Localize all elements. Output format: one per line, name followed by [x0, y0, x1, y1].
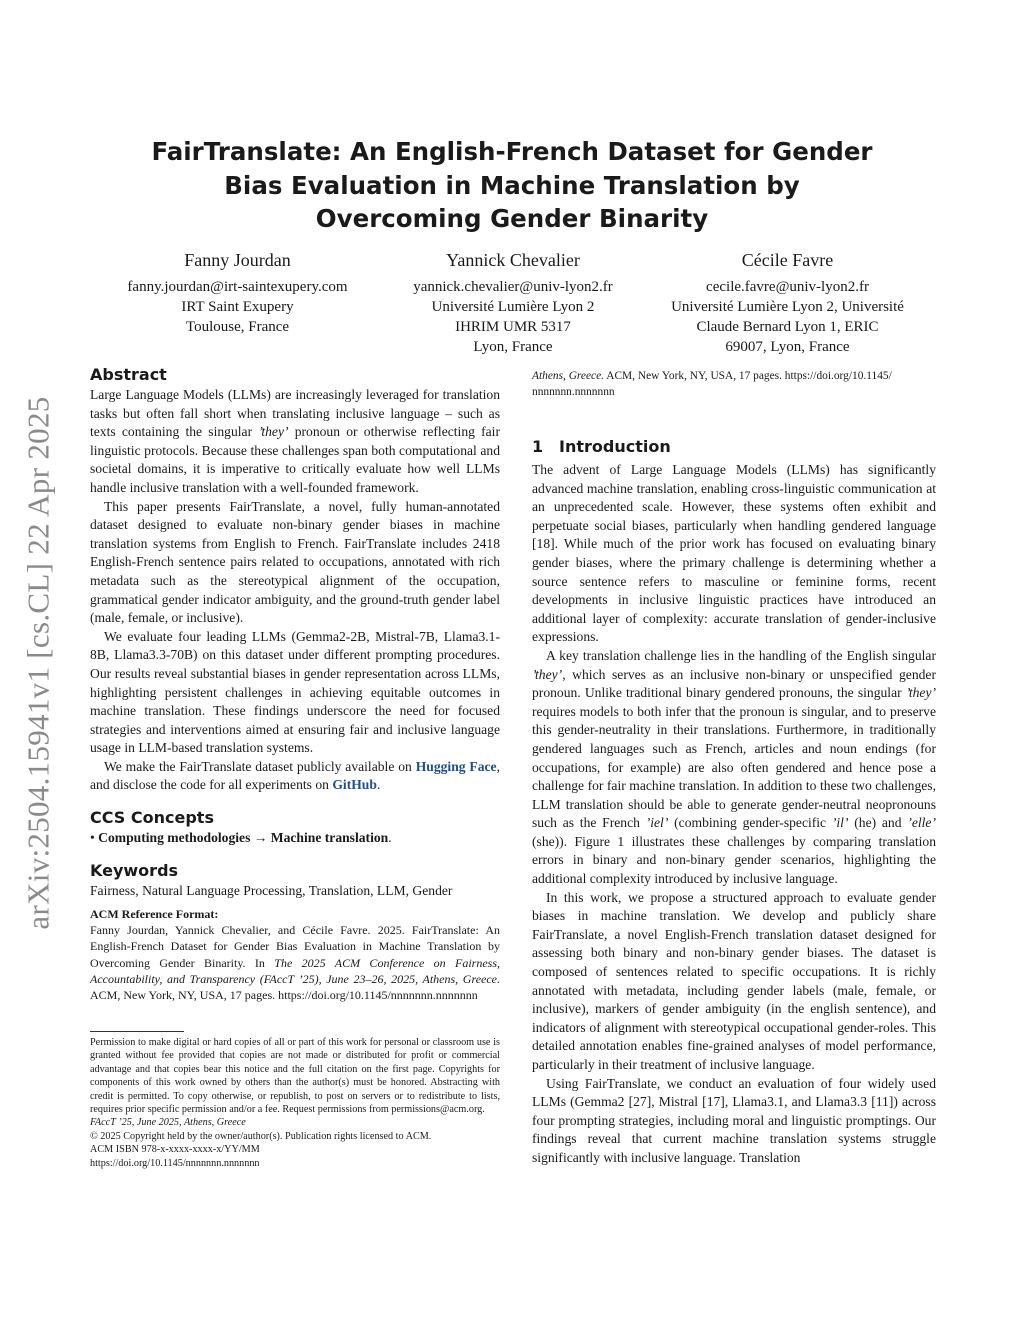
author-affiliation: Université Lumière Lyon 2: [431, 299, 595, 315]
ccs-heading: CCS Concepts: [90, 808, 214, 828]
acm-reference-label: ACM Reference Format:: [90, 907, 219, 922]
arxiv-id: arXiv:2504.15941v1 [cs.CL] 22 Apr 2025: [20, 396, 56, 930]
author-block-2: [382, 249, 644, 357]
acm-reference: Fanny Jourdan, Yannick Chevalier, and Cécile Favre. 2025. FairTranslate: An English-French Dataset for Gender Bias Evaluation in Machine Translation by Overcoming Gender Binarity. In The 2025 ACM Conference on Fairness, Accountability, and Transparency (FAccT ’25), June 23–26, 2025, Athens, Greece. ACM, New York, NY, USA, 17 pages. https://doi.org/10.1145/nnnnnnn.nnnnnnn: [90, 923, 501, 1003]
author-name: Cécile Favre: [741, 250, 834, 270]
author-affiliation: Claude Bernard Lyon 1, ERIC: [696, 319, 879, 335]
keywords-list: Fairness, Natural Language Processing, Translation, LLM, Gender: [90, 882, 453, 898]
ccs-concept: • Computing methodologies → Machine translation.: [90, 830, 392, 846]
author-email[interactable]: yannick.chevalier@univ-lyon2.fr: [413, 279, 613, 295]
permission-doi[interactable]: https://doi.org/10.1145/nnnnnnn.nnnnnnn: [90, 1157, 260, 1169]
author-affiliation: 69007, Lyon, France: [725, 339, 850, 355]
author-block-3: [645, 249, 930, 357]
author-affiliation: Lyon, France: [473, 339, 553, 355]
permission-isbn: ACM ISBN 978-x-xxxx-xxxx-x/YY/MM: [90, 1144, 260, 1156]
permission-text: Permission to make digital or hard copies of all or part of this work for personal or classroom use is granted without fee provided that copies are not made or distributed for profit or commercial advantage and that copies bear this notice and the full citation on the first page. Copyrights for components of this work owned by others than the author(s) must be honored. Abstracting with credit is permitted. To copy otherwise, or republish, to post on servers or to redistribute to lists, requires prior specific permission and/or a fee. Request permissions from permissions@acm.org.: [90, 1037, 500, 1116]
paper-title: FairTranslate: An English-French Dataset for Gender Bias Evaluation in Machine Translation by Overcoming Gender Binarity: [151, 137, 873, 233]
author-name: Fanny Jourdan: [184, 250, 291, 270]
author-affiliation: Toulouse, France: [185, 319, 290, 335]
author-affiliation: IRT Saint Exupery: [181, 299, 294, 315]
abstract-paragraph: We evaluate four leading LLMs (Gemma2-2B, Mistral-7B, Llama3.1-8B, Llama3.3-70B) on this dataset under different prompting procedures. Our results reveal substantial biases in gender representation across LLMs, highlighting persistent challenges in achieving equitable outcomes in machine translation. These findings underscore the need for focused strategies and interventions aimed at ensuring fair and inclusive language usage in LLM-based translation systems.: [90, 628, 500, 756]
left-column: [90, 364, 500, 1003]
author-affiliation: IHRIM UMR 5317: [455, 319, 571, 335]
author-email[interactable]: fanny.jourdan@irt-saintexupery.com: [127, 279, 348, 295]
abstract-paragraph: Large Language Models (LLMs) are increasingly leveraged for translation tasks but often fall short when translating inclusive language – such as texts containing the singular ’they’ pronoun or otherwise reflecting fair linguistic protocols. Because these challenges span both computational and societal domains, it is imperative to critically evaluate how well LLMs handle inclusive translation with a well-founded framework.: [90, 387, 500, 495]
right-column: [532, 368, 936, 1168]
intro-paragraph: In this work, we propose a structured approach to evaluate gender biases in machine translation. We develop and publicly share FairTranslate, a novel English-French translation dataset designed for assessing both binary and non-binary gender biases. The dataset is composed of sentences related to specific occupations. It is richly annotated with metadata, including gender labels (male, female, or inclusive), markers of gender ambiguity (in the english sentence), and indicators of alignment with stereotypical occupational gender-roles. This detailed annotation enables fine-grained analyses of model performance, particularly in their treatment of inclusive language.: [532, 889, 936, 1072]
keywords-heading: Keywords: [90, 860, 179, 880]
author-block-1: [95, 249, 380, 337]
permission-block: [90, 1036, 500, 1170]
intro-paragraph: Using FairTranslate, we conduct an evaluation of four widely used LLMs (Gemma2 [27], Mistral [17], Llama3.1, and Llama3.3 [11]) across four prompting strategies, including moral and linguistic promptings. Our findings reveal that current machine translation systems struggle significantly with inclusive language. Translation: [532, 1075, 936, 1165]
hugging-face-link[interactable]: Hugging Face: [415, 758, 497, 774]
github-link[interactable]: GitHub: [332, 777, 377, 793]
permission-copyright: © 2025 Copyright held by the owner/author(s). Publication rights licensed to ACM.: [90, 1130, 432, 1142]
author-affiliation: Université Lumière Lyon 2, Université: [671, 299, 904, 315]
author-email[interactable]: cecile.favre@univ-lyon2.fr: [706, 279, 869, 295]
abstract-heading: Abstract: [90, 365, 167, 384]
acm-reference-tail: Athens, Greece. ACM, New York, NY, USA, 17 pages. https://doi.org/10.1145/ nnnnnnn.nnnnnnn: [532, 370, 892, 398]
permission-venue: FAccT ’25, June 2025, Athens, Greece: [90, 1117, 246, 1129]
intro-paragraph: A key translation challenge lies in the handling of the English singular ’they’, which serves as an inclusive non-binary or unspecified gender pronoun. Unlike traditional binary gendered pronouns, the singular ’they’ requires models to both infer that the pronoun is singular, and to preserve this gender-neutrality in their translations. Furthermore, in traditionally gendered languages such as French, articles and noun endings (for occupations, for example) are also often gendered and hence pose a challenge for fair machine translation. In addition to these two challenges, LLM translation should be able to generate gender-neutral neopronouns such as the French ’iel’ (combining gender-specific ’il’ (he) and ’elle’ (she)). Figure 1 illustrates these challenges by comparing translation errors in binary and non-binary gender scenarios, highlighting the additional complexity introduced by inclusive language.: [532, 647, 936, 887]
footnote-rule: [90, 1031, 184, 1032]
arxiv-stamp: [12, 357, 65, 969]
they-pronoun: ’they’: [258, 424, 289, 440]
intro-paragraph: The advent of Large Language Models (LLMs) has significantly advanced machine translation, enabling cross-linguistic communication at an unprecedented scale. However, these systems often exhibit and perpetuate social biases, particularly when handling gendered language [18]. While much of the prior work has focused on evaluating binary gender biases, where the primary challenge is determining whether a source sentence refers to masculine or feminine forms, recent developments in inclusive linguistic practices have introduced an additional layer of complexity: accurate translation of gender-inclusive expressions.: [532, 462, 936, 645]
introduction-heading: 1 Introduction: [532, 437, 671, 456]
abstract-paragraph: We make the FairTranslate dataset publicly available on Hugging Face, and disclose the code for all experiments on GitHub.: [90, 758, 500, 793]
abstract-paragraph: This paper presents FairTranslate, a novel, fully human-annotated dataset designed to evaluate non-binary gender biases in machine translation systems from English to French. FairTranslate includes 2418 English-French sentence pairs related to occupations, annotated with rich metadata such as the stereotypical alignment of the occupation, grammatical gender indicator ambiguity, and the ground-truth gender label (male, female, or inclusive).: [90, 498, 500, 626]
author-name: Yannick Chevalier: [446, 250, 580, 270]
